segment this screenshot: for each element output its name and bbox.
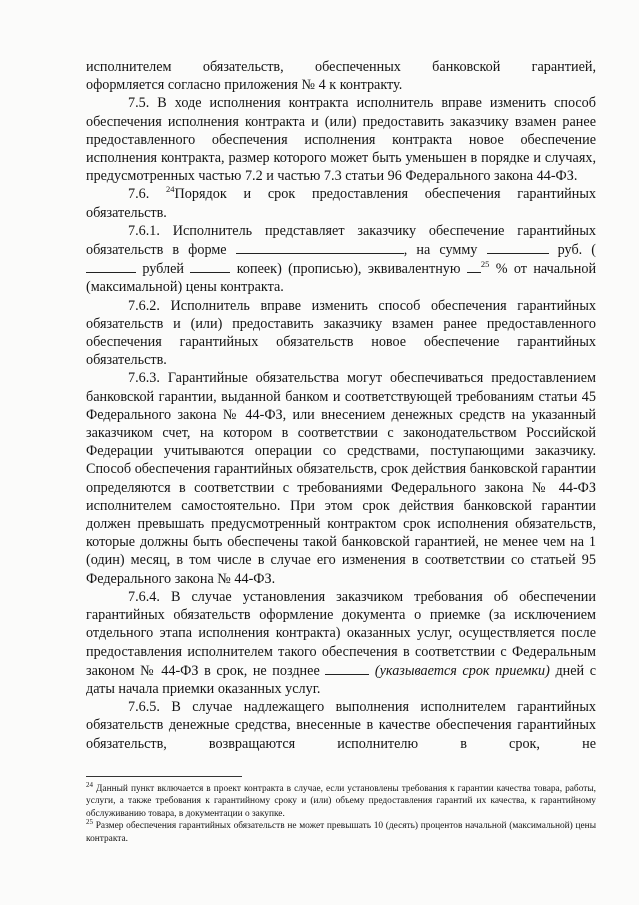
paragraph-7-6-4-italic-note: (указывается срок приемки) <box>374 662 550 679</box>
footnote-25-text: Размер обеспечения гарантийных обязательств не может превышать 10 (десять) процентов начальной (максимальной) цены контракта. <box>86 821 596 844</box>
paragraph-7-6-1-part-e: копеек) (прописью), эквивалентную <box>236 261 461 278</box>
paragraph-7-6-1-part-c: руб. ( <box>557 242 597 259</box>
footnote-25 <box>86 820 596 845</box>
percent-blank <box>467 259 481 273</box>
rubles-blank <box>86 259 136 273</box>
contract-body <box>86 58 596 753</box>
paragraph-continuation-line2: оформляется согласно приложения № 4 к контракту. <box>86 77 403 94</box>
paragraph-7-6-text: Порядок и срок предоставления обеспечения гарантийных обязательств. <box>86 186 596 221</box>
paragraph-7-6-4-part-a: 7.6.4. В случае установления заказчиком требования об обеспечении гарантийных обязательств оформление документа о приемке (за исключением отдельного этапа исполнения контракта) оказанных услуг, осуществляется после предоставления исполнителем такого обеспечения в соответствии с Федеральным законом № 44-ФЗ в срок, не позднее <box>86 588 596 679</box>
paragraph-continuation-line1: исполнителем обязательств, обеспеченных банковской гарантией, <box>86 59 596 75</box>
footnote-24-mark: 24 <box>86 781 93 789</box>
paragraph-7-6-1-part-b: , на сумму <box>403 242 478 259</box>
guarantee-form-blank <box>236 240 404 254</box>
footnote-ref-25: 25 <box>480 259 490 270</box>
paragraph-7-6-4-part-b: дней с даты начала приемки оказанных услуг. <box>86 662 597 697</box>
paragraph-7-6-1-part-f: % от начальной (максимальной) цены контракта. <box>86 261 597 296</box>
footnotes-section <box>86 776 596 845</box>
footnote-ref-24: 24 <box>166 184 175 195</box>
paragraph-7-6-5: 7.6.5. В случае надлежащего выполнения исполнителем гарантийных обязательств денежные средства, внесенные в качестве обеспечения гарантийных обязательств, возвращаются исполнителю в срок, не <box>86 699 596 752</box>
paragraph-7-6-2: 7.6.2. Исполнитель вправе изменить способ обеспечения гарантийных обязательств и (или) предоставить заказчику взамен ранее предоставленного обеспечения гарантийных обязательств новое обеспечение гарантийных обязательств. <box>86 297 596 369</box>
paragraph-7-6-1-part-d: рублей <box>142 261 185 278</box>
paragraph-7-6-1-part-a: 7.6.1. Исполнитель представляет заказчику обеспечение гарантийных обязательств в форме <box>86 222 596 259</box>
kopecks-blank <box>190 259 230 273</box>
paragraph-7-6-3: 7.6.3. Гарантийные обязательства могут обеспечиваться предоставлением банковской гарантии, выданной банком и соответствующей требованиям статьи 45 Федерального закона № 44-ФЗ, или внесением денежных средств на указанный заказчиком счет, на котором в соответствии с законодательством Российской Федерации учитываются операции со средствами, поступающими заказчику. Способ обеспечения гарантийных обязательств, срок действия банковской гарантии определяются в соответствии с требованиями Федерального закона № 44-ФЗ исполнителем самостоятельно. При этом срок действия банковской гарантии должен превышать предусмотренный контрактом срок исполнения обязательств, которые должны быть обеспечены такой банковской гарантией, не менее чем на 1 (один) месяц, в том числе в случае его изменения в соответствии со статьей 95 Федерального закона № 44-ФЗ. <box>86 370 596 587</box>
paragraph-7-6-number: 7.6. <box>128 186 150 203</box>
paragraph-7-6-1 <box>86 222 596 297</box>
paragraph-7-5: 7.5. В ходе исполнения контракта исполнитель вправе изменить способ обеспечения исполнения контракта и (или) предоставить заказчику взамен ранее предоставленного обеспечения исполнения контракта новое обеспечение исполнения контракта, размер которого может быть уменьшен в порядке и случаях, предусмотренных частью 7.2 и частью 7.3 статьи 96 Федерального закона 44-ФЗ. <box>86 95 596 185</box>
amount-blank <box>487 240 549 254</box>
footnote-divider <box>86 776 242 777</box>
footnote-24 <box>86 783 596 820</box>
acceptance-term-blank <box>325 661 369 675</box>
footnote-25-mark: 25 <box>86 818 93 827</box>
paragraph-7-6 <box>86 185 596 221</box>
paragraph-7-6-4 <box>86 588 596 698</box>
footnote-24-text: Данный пункт включается в проект контракта в случае, если установлены требования к гарантии качества товара, работы, услуги, а также требования к гарантийному сроку и (или) объему предоставления гарантий их качества, к гарантийному обслуживанию товара, в документации о закупке. <box>86 784 597 819</box>
